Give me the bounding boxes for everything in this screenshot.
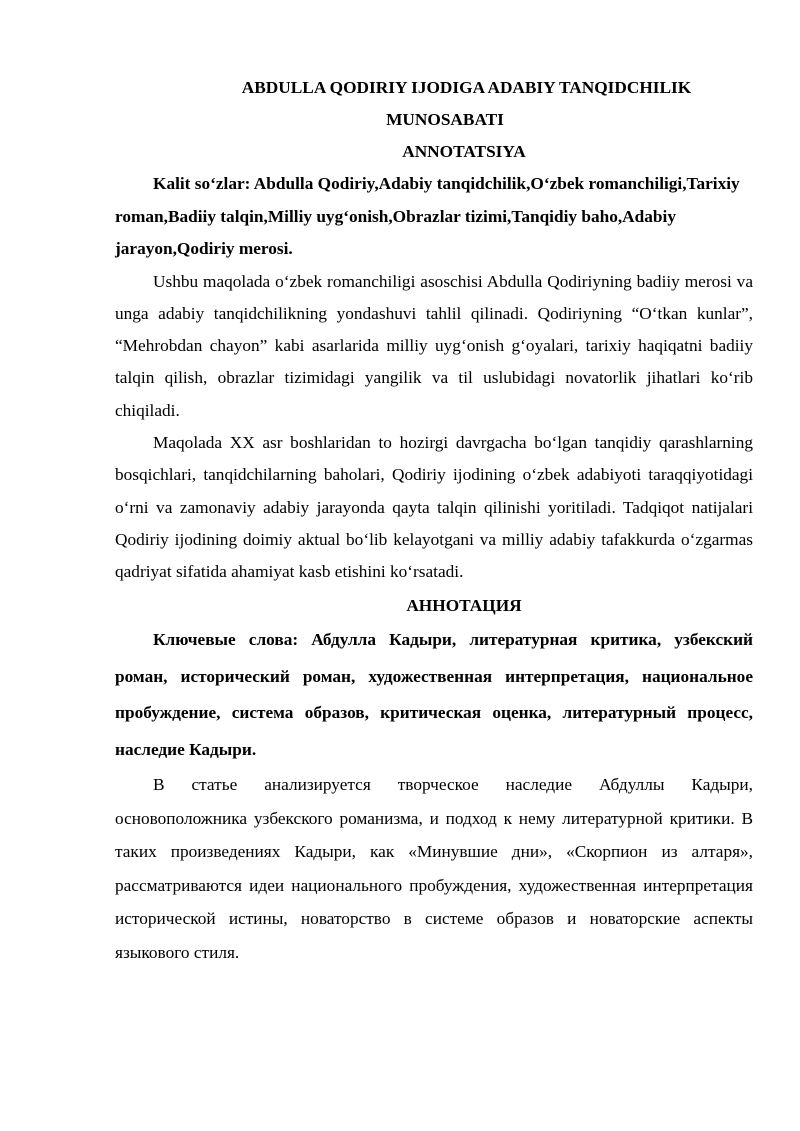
ru-keywords: Ключевые слова: Абдулла Кадыри, литературная критика, узбекский роман, исторический роман, художественная интерпретация, национальное пробуждение, система образов, критическая оценка, литературный процесс, наследие Кадыри. (115, 630, 753, 759)
uz-paragraph-1: Ushbu maqolada o‘zbek romanchiligi asoschisi Abdulla Qodiriyning badiiy merosi va unga adabiy tanqidchilikning yondashuvi tahlil qilinadi. Qodiriyning “O‘tkan kunlar”, “Mehrobdan chayon” kabi asarlarida milliy uyg‘onish g‘oyalari, tarixiy haqiqatni badiiy talqin qilish, obrazlar tizimidagi yangilik va til uslubidagi novatorlik jihatlari ko‘rib chiqiladi. (115, 271, 753, 420)
uz-paragraph-2: Maqolada XX asr boshlaridan to hozirgi davrgacha bo‘lgan tanqidiy qarashlarning bosqichlari, tanqidchilarning baholari, Qodiriy ijodining o‘zbek adabiyoti taraqqiyotidagi o‘rni va zamonaviy adabiy jarayonda qayta talqin qilinishi yoritiladi. Tadqiqot natijalari Qodiriy ijodining doimiy aktual bo‘lib kelayotgani va milliy adabiy tafakkurda o‘zgarmas qadriyat sifatida ahamiyat kasb etishini ko‘rsatadi. (115, 432, 753, 582)
uz-annotation-heading: ANNOTATSIYA (402, 142, 526, 161)
title-line-2: MUNOSABATI (386, 110, 504, 129)
document-page (115, 72, 753, 969)
ru-annotation-heading: АННОТАЦИЯ (406, 596, 522, 616)
title-line-1: ABDULLA QODIRIY IJODIGA ADABIY TANQIDCHILIK (241, 78, 692, 97)
ru-paragraph-1: В статье анализируется творческое наследие Абдуллы Кадыри, основоположника узбекского романизма, и подход к нему литературной критики. В таких произведениях Кадыри, как «Минувшие дни», «Скорпион из алтаря», рассматриваются идеи национального пробуждения, художественная интерпретация исторической истины, новаторство в системе образов и новаторские аспекты языкового стиля. (115, 775, 753, 962)
uz-keywords: Kalit so‘zlar: Abdulla Qodiriy,Adabiy tanqidchilik,O‘zbek romanchiligi,Tarixiy roman,Badiiy talqin,Milliy uyg‘onish,Obrazlar tizimi,Tanqidiy baho,Adabiy jarayon,Qodiriy merosi. (115, 174, 740, 258)
